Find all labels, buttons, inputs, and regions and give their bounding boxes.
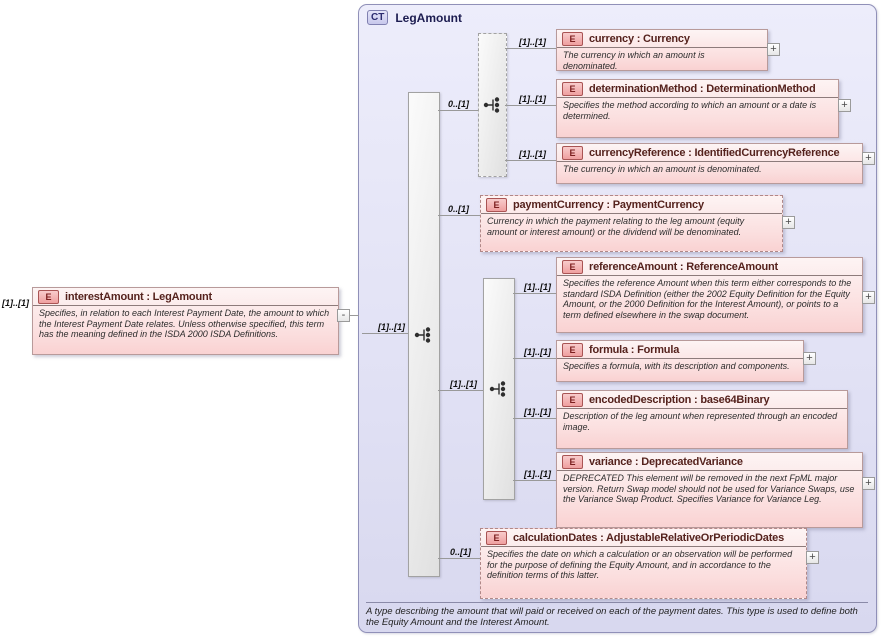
connector-line — [513, 480, 556, 481]
cardinality-label-encodeddescription: [1]..[1] — [524, 407, 551, 417]
cardinality-label-amount-choice: [1]..[1] — [450, 379, 477, 389]
cardinality-label-interestamount: [1]..[1] — [2, 298, 29, 308]
connector-line — [438, 558, 480, 559]
expand-button-calculationdates[interactable]: + — [806, 551, 819, 564]
element-formula[interactable] — [556, 340, 804, 382]
element-badge-icon: E — [562, 393, 583, 407]
connector-line — [513, 418, 556, 419]
expand-button-currency[interactable]: + — [767, 43, 780, 56]
element-badge-icon: E — [486, 531, 507, 545]
element-label: paymentCurrency : PaymentCurrency — [513, 199, 704, 211]
complextype-header — [367, 10, 462, 25]
element-label: currencyReference : IdentifiedCurrencyReference — [589, 147, 840, 159]
element-label: encodedDescription : base64Binary — [589, 394, 770, 406]
element-badge-icon: E — [562, 455, 583, 469]
connector-line — [513, 293, 556, 294]
choice-compositor-amount[interactable] — [483, 278, 515, 500]
element-badge-icon: E — [38, 290, 59, 304]
element-calculationdates[interactable] — [480, 528, 807, 599]
cardinality-label-formula: [1]..[1] — [524, 347, 551, 357]
connector-line — [438, 110, 478, 111]
connector-line — [505, 48, 556, 49]
element-referenceamount[interactable] — [556, 257, 863, 333]
element-label: interestAmount : LegAmount — [65, 291, 212, 303]
cardinality-label-referenceamount: [1]..[1] — [524, 282, 551, 292]
connector-line — [350, 315, 359, 316]
sequence-icon — [413, 326, 435, 344]
element-label: variance : DeprecatedVariance — [589, 456, 743, 468]
element-badge-icon: E — [562, 32, 583, 46]
element-description: Specifies the method according to which an amount or a date is determined. — [563, 100, 817, 121]
expand-button-currencyreference[interactable]: + — [862, 152, 875, 165]
sequence-compositor[interactable] — [408, 92, 440, 577]
connector-line — [438, 215, 480, 216]
element-description: Specifies a formula, with its description and components. — [563, 361, 790, 371]
element-paymentcurrency[interactable] — [480, 195, 783, 252]
collapse-button-interestamount[interactable]: - — [337, 309, 350, 322]
element-description: The currency in which an amount is denominated. — [563, 164, 762, 174]
connector-line — [505, 105, 556, 106]
element-label: calculationDates : AdjustableRelativeOrPeriodicDates — [513, 532, 785, 544]
element-encodeddescription[interactable] — [556, 390, 848, 449]
element-description: Specifies, in relation to each Interest Payment Date, the amount to which the Interest Payment Date relates. Unless otherwise specified, this term has the meaning defined in the ISDA 2000 ISDA Definitions. — [39, 308, 330, 339]
expand-button-referenceamount[interactable]: + — [862, 291, 875, 304]
element-badge-icon: E — [562, 260, 583, 274]
choice-icon — [488, 380, 510, 398]
cardinality-label-variance: [1]..[1] — [524, 469, 551, 479]
element-description: The currency in which an amount is denominated. — [563, 50, 705, 71]
complextype-badge: CT — [367, 10, 388, 25]
element-description: Currency in which the payment relating to the leg amount (equity amount or interest amount) or the dividend will be denominated. — [487, 216, 745, 237]
cardinality-label-calculationdates: 0..[1] — [450, 547, 472, 557]
element-label: currency : Currency — [589, 33, 690, 45]
element-interestamount[interactable] — [32, 287, 339, 355]
element-description: Specifies the reference Amount when this term either corresponds to the standard ISDA Definition (either the 2002 Equity Definition for the Equity Amount, or the 2000 Definition for the Interest Amount), or points to a term defined elsewhere in the swap document. — [563, 278, 852, 320]
complextype-annotation: A type describing the amount that will paid or received on each of the payment dates. This type is used to define both the Equity Amount and the Interest Amount. — [366, 602, 868, 628]
element-badge-icon: E — [562, 82, 583, 96]
connector-line — [505, 160, 556, 161]
cardinality-label-paymentcurrency: 0..[1] — [448, 204, 470, 214]
connector-line — [513, 358, 556, 359]
cardinality-label-main-sequence: [1]..[1] — [378, 322, 405, 332]
choice-compositor-currency[interactable] — [478, 33, 507, 177]
element-variance[interactable] — [556, 452, 863, 528]
element-label: referenceAmount : ReferenceAmount — [589, 261, 778, 273]
element-label: formula : Formula — [589, 344, 680, 356]
connector-line — [362, 333, 408, 334]
cardinality-label-determinationmethod: [1]..[1] — [519, 94, 546, 104]
cardinality-label-currencyreference: [1]..[1] — [519, 149, 546, 159]
element-description: DEPRECATED This element will be removed in the next FpML major version. Return Swap model should not be used for Variance Swaps, use the Variance Swap Product. Specifies Variance for Variance Leg. — [563, 473, 855, 504]
element-currencyreference[interactable] — [556, 143, 863, 184]
cardinality-label-currency-choice: 0..[1] — [448, 99, 470, 109]
element-description: Description of the leg amount when represented through an encoded image. — [563, 411, 838, 432]
expand-button-paymentcurrency[interactable]: + — [782, 216, 795, 229]
expand-button-determinationmethod[interactable]: + — [838, 99, 851, 112]
expand-button-variance[interactable]: + — [862, 477, 875, 490]
choice-icon — [482, 96, 504, 114]
connector-line — [438, 390, 483, 391]
element-determinationmethod[interactable] — [556, 79, 839, 138]
element-currency[interactable] — [556, 29, 768, 71]
complextype-title: LegAmount — [395, 10, 462, 25]
element-badge-icon: E — [486, 198, 507, 212]
element-label: determinationMethod : DeterminationMethod — [589, 83, 816, 95]
cardinality-label-currency: [1]..[1] — [519, 37, 546, 47]
element-badge-icon: E — [562, 146, 583, 160]
element-badge-icon: E — [562, 343, 583, 357]
expand-button-formula[interactable]: + — [803, 352, 816, 365]
element-description: Specifies the date on which a calculation or an observation will be performed for the purpose of defining the Equity Amount, and in accordance to the definition terms of this latter. — [487, 549, 793, 580]
